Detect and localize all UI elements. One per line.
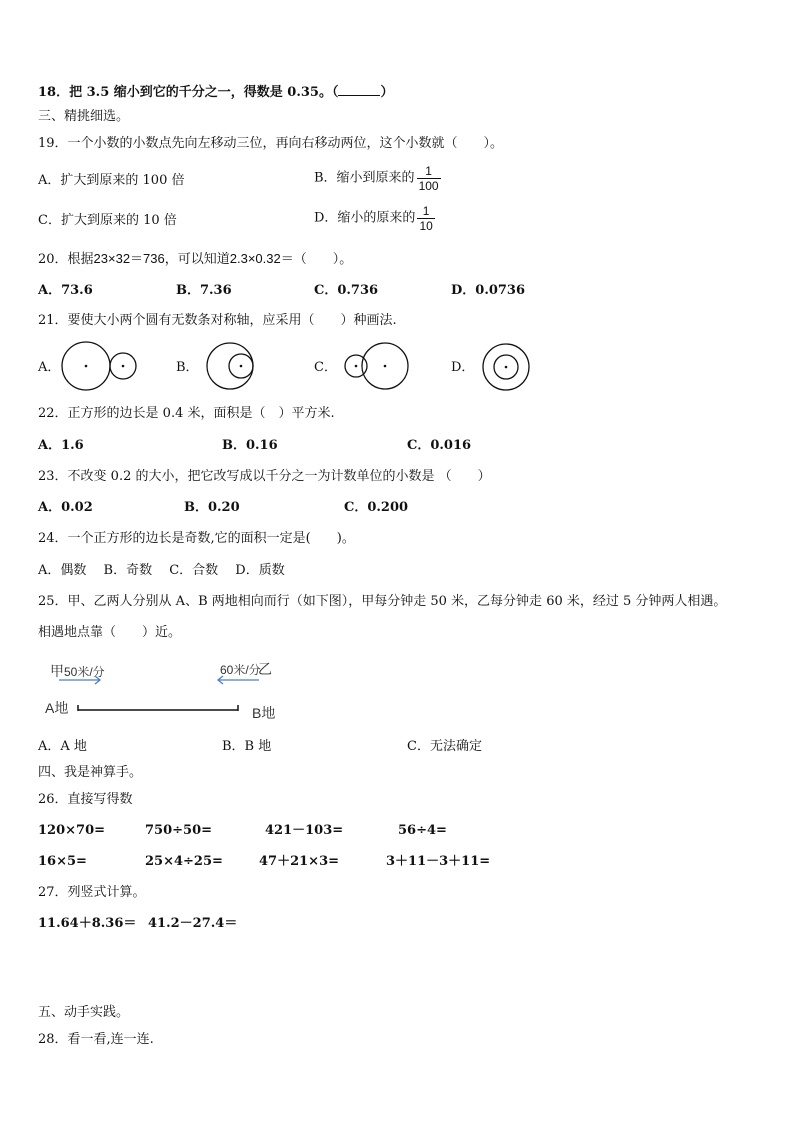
label-yi-speed: 60米/分 xyxy=(220,663,261,677)
question-27-text: 27．列竖式计算。 xyxy=(38,885,146,900)
arrow-left-icon xyxy=(218,676,259,684)
calc-item: 421－103= xyxy=(265,823,344,838)
circles-figure-b xyxy=(205,341,260,393)
circles-figure-c xyxy=(342,341,412,393)
question-20-mid: ，可以知道 xyxy=(164,252,230,267)
question-21-option-d[interactable]: D． xyxy=(451,360,475,375)
question-23-option-b[interactable]: B．0.20 xyxy=(184,500,240,515)
question-21-text: 21．要使大小两个圆有无数条对称轴，应采用（ ）种画法. xyxy=(38,313,397,328)
calc-item: 120×70= xyxy=(38,823,106,838)
fraction-numerator: 1 xyxy=(417,164,441,179)
question-20-pre: 20．根据 xyxy=(38,252,94,267)
question-23-option-a[interactable]: A．0.02 xyxy=(38,500,93,515)
question-25-option-b[interactable]: B．B 地 xyxy=(222,739,272,754)
calc-item: 3＋11－3＋11= xyxy=(386,854,491,869)
question-20 xyxy=(38,250,352,269)
question-20-option-c[interactable]: C．0.736 xyxy=(314,283,379,298)
concentric-circles-figure-d xyxy=(480,341,532,393)
option-b-label: B．缩小到原来的 xyxy=(314,170,415,186)
question-28-text: 28．看一看,连一连. xyxy=(38,1032,154,1047)
question-25-option-c[interactable]: C．无法确定 xyxy=(407,739,482,754)
question-20-option-a[interactable]: A．73.6 xyxy=(38,283,93,298)
distance-segment xyxy=(78,705,238,711)
fraction-1-100 xyxy=(417,164,441,193)
question-19-text: 19．一个小数的小数点先向左移动三位，再向右移动两位，这个小数就（ ）。 xyxy=(38,136,504,151)
fraction-numerator: 1 xyxy=(417,204,434,219)
question-24-options[interactable]: A．偶数 B．奇数 C．合数 D．质数 xyxy=(38,563,285,578)
question-19-option-b[interactable] xyxy=(314,164,441,193)
vertical-calc-item: 11.64＋8.36＝ xyxy=(38,916,137,931)
fraction-denominator: 10 xyxy=(419,219,433,233)
question-20-option-d[interactable]: D．0.0736 xyxy=(451,283,526,298)
calc-item: 25×4÷25= xyxy=(145,854,223,869)
vertical-calc-item: 41.2－27.4＝ xyxy=(148,916,238,931)
question-22-option-b[interactable]: B．0.16 xyxy=(222,438,278,453)
question-25-text-line1: 25．甲、乙两人分别从 A、B 两地相向而行（如下图），甲每分钟走 50 米，乙每分钟走 60 米，经过 5 分钟两人相遇。 xyxy=(38,594,727,609)
question-19-option-c[interactable]: C．扩大到原来的 10 倍 xyxy=(38,213,177,228)
calc-item: 47＋21×3= xyxy=(259,854,340,869)
question-26-text: 26．直接写得数 xyxy=(38,792,133,807)
question-24-text: 24．一个正方形的边长是奇数,它的面积一定是( )。 xyxy=(38,531,355,546)
answer-blank[interactable] xyxy=(338,83,380,96)
question-21-option-b[interactable]: B． xyxy=(176,360,199,375)
question-22-option-a[interactable]: A．1.6 xyxy=(38,438,84,453)
fraction-denominator: 100 xyxy=(418,179,439,193)
label-b-place: B地 xyxy=(252,705,276,721)
calc-item: 16×5= xyxy=(38,854,87,869)
option-d-label: D．缩小的原来的 xyxy=(314,210,416,226)
question-18-close: ） xyxy=(380,85,394,100)
calc-item: 750÷50= xyxy=(145,823,213,838)
question-22-option-c[interactable]: C．0.016 xyxy=(407,438,472,453)
question-20-option-b[interactable]: B．7.36 xyxy=(176,283,232,298)
circles-figure-a xyxy=(60,341,140,393)
question-21-option-c[interactable]: C． xyxy=(314,360,337,375)
label-yi: 乙 xyxy=(258,661,272,677)
question-25-option-a[interactable]: A．A 地 xyxy=(38,739,87,754)
question-20-post: （ ）。 xyxy=(293,252,353,267)
section-4-heading: 四、我是神算手。 xyxy=(38,765,143,780)
question-18 xyxy=(38,83,393,102)
label-jia-speed: 50米/分 xyxy=(64,665,105,679)
calc-item: 56÷4= xyxy=(398,823,447,838)
question-18-text: 18．把 3.5 缩小到它的千分之一，得数是 0.35。（ xyxy=(38,85,339,100)
section-5-heading: 五、动手实践。 xyxy=(38,1005,130,1020)
question-22-text: 22．正方形的边长是 0.4 米，面积是（ ）平方米. xyxy=(38,406,335,421)
question-23-option-c[interactable]: C．0.200 xyxy=(344,500,409,515)
label-jia: 甲 xyxy=(50,663,64,679)
question-23-text: 23．不改变 0.2 的大小，把它改写成以千分之一为计数单位的小数是 （ ） xyxy=(38,469,491,484)
fraction-1-10 xyxy=(417,204,434,233)
question-20-expr2: 2.3×0.32＝ xyxy=(229,251,294,266)
question-21-option-a[interactable]: A． xyxy=(38,360,61,375)
question-20-expr1: 23×32＝736 xyxy=(93,251,165,266)
section-3-heading: 三、精挑细选。 xyxy=(38,109,130,124)
question-19-option-d[interactable] xyxy=(314,204,435,233)
question-25-text-line2: 相遇地点靠（ ）近。 xyxy=(38,625,182,640)
diagram-lines xyxy=(55,676,285,716)
question-19-option-a[interactable]: A．扩大到原来的 100 倍 xyxy=(38,173,185,188)
arrow-right-icon xyxy=(59,676,100,684)
label-a-place: A地 xyxy=(45,700,69,716)
